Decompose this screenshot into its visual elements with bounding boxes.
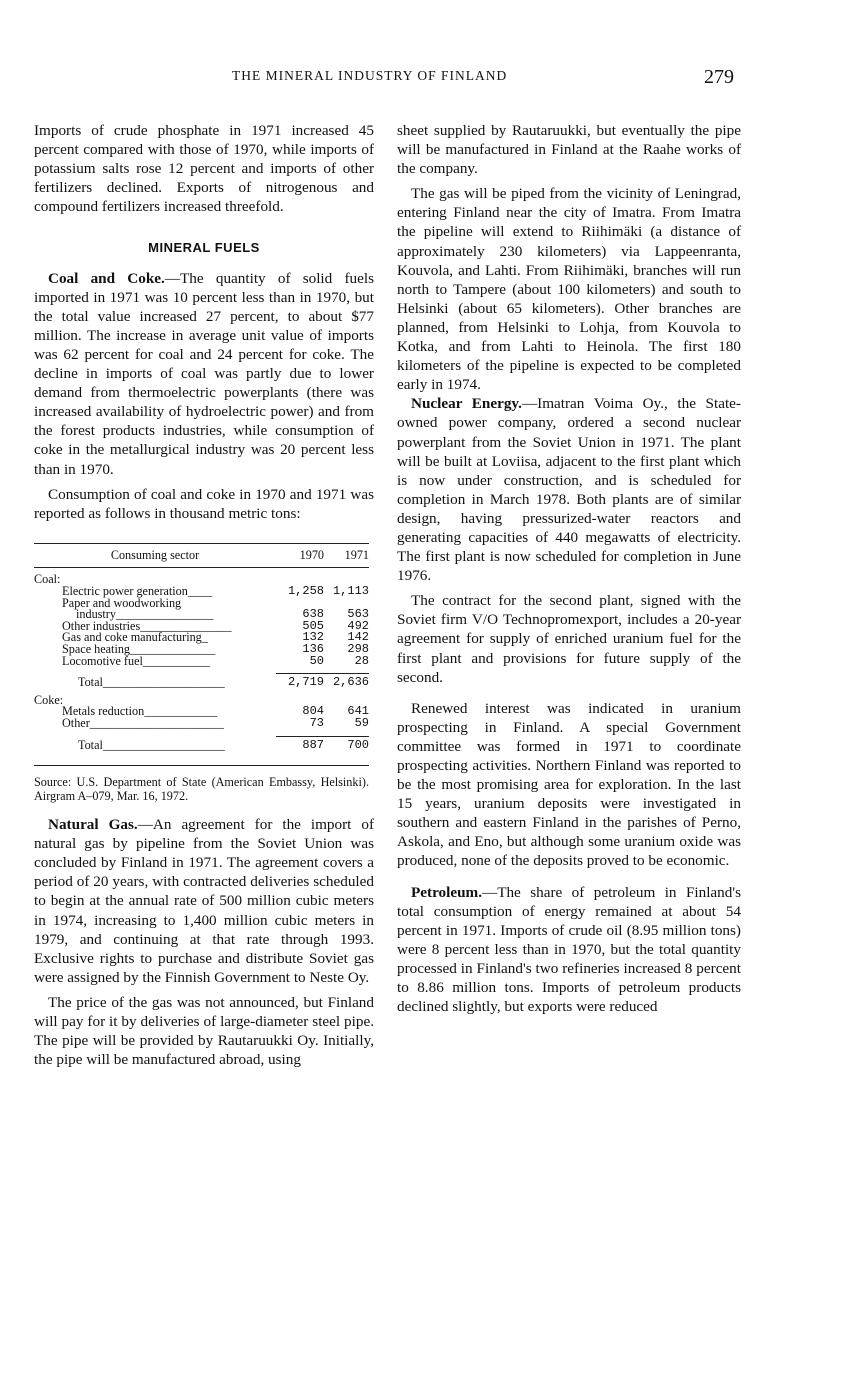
paragraph-pipe-continued: sheet supplied by Rautaruukki, but eventually the pipe will be manufactured in Finland at the Raahe works of the company. — [397, 122, 741, 178]
section-heading: MINERAL FUELS — [148, 240, 260, 256]
page-number: 279 — [704, 66, 734, 88]
running-title: THE MINERAL INDUSTRY OF FINLAND — [232, 68, 508, 83]
table-row: Space heating______________ 136 298 — [62, 641, 369, 656]
table-row: Electric power generation____ 1,258 1,113 — [62, 583, 369, 598]
consumption-table — [34, 543, 374, 803]
table-row: Other______________________ 73 59 — [62, 715, 369, 730]
table-row: industry________________ 638 563 — [76, 607, 369, 622]
right-column — [397, 121, 741, 1016]
coke-total-row: Total____________________ 887 700 — [78, 737, 369, 752]
header-1971: 1971 — [324, 543, 369, 568]
header-1970: 1970 — [276, 543, 324, 568]
coal-label: Coal: — [34, 572, 61, 587]
paragraph-natural-gas — [34, 815, 374, 987]
header-sector: Consuming sector — [34, 543, 276, 568]
table-row: Locomotive fuel___________ 50 28 — [62, 653, 369, 668]
paragraph-coal-coke — [34, 269, 374, 479]
nuclear-lead: Nuclear Energy. — [411, 395, 522, 413]
nuclear-text: —Imatran Voima Oy., the State-owned power company, ordered a second nuclear powerplant from the Soviet Union in 1971. The plant will be built at Loviisa, adjacent to the first plant which is now under construction, and is scheduled for completion in March 1978. Both plants are of similar design, having pressurized-water reactors and generating capacities of 440 megawatts of electricity. The first plant is now scheduled for completion in June 1976. — [397, 395, 741, 585]
natural-gas-text: —An agreement for the import of natural gas by pipeline from the Soviet Union was concluded by Finland in 1971. The agreement covers a period of 20 years, with contracted deliveries scheduled to begin at the annual rate of 500 million cubic meters in 1974, increasing to 1,400 million cubic meters in 1979, and continuing at that rate through 1993. Exclusive rights to purchase and distribute Soviet gas were assigned by the Finnish Government to Neste Oy. — [34, 816, 375, 986]
coal-total-row: Total____________________ 2,719 2,636 — [78, 675, 369, 690]
table-row: Gas and coke manufacturing_ 132 142 — [62, 630, 369, 645]
paragraph-gas-price: The price of the gas was not announced, but Finland will pay for it by deliveries of large-diameter steel pipe. The pipe will be provided by Rautaruukki Oy. Initially, the pipe will be manufactured abroad, using — [34, 993, 374, 1069]
paragraph-gas-route: The gas will be piped from the vicinity of Leningrad, entering Finland near the city of Imatra. From Imatra the pipeline will extend to Riihimäki (a distance of approximately 230 kilometers) via Lappeenranta, Kouvola, and Lahti. From Riihimäki, branches will run north to Tampere (about 100 kilometers) and south to Helsinki (about 65 kilometers). Other branches are planned, from Helsinki to Lohja, from Kouvola to Kotka, and from Lahti to Heinola. The first 180 kilometers of the pipeline is expected to be completed early in 1974. — [397, 185, 741, 394]
coal-coke-text: —The quantity of solid fuels imported in 1971 was 10 percent less than in 1970, but the total value increased 27 percent, to about $77 million. The increase in average unit value of imports was 62 percent for coal and 24 percent for coke. The decline in imports of coal was partly due to lower demand from thermoelectric powerplants (there was increased availability of hydroelectric power) and from the forest products industries, while consumption of coke in the metallurgical industry was 20 percent less than in 1970. — [34, 269, 374, 478]
table-source-note: Source: U.S. Department of State (American Embassy, Helsinki). Airgram A–079, Mar. 16, 1972. — [34, 765, 369, 803]
table-row: Paper and woodworking — [62, 595, 182, 610]
natural-gas-lead: Natural Gas. — [48, 816, 138, 834]
petroleum-lead: Petroleum. — [411, 883, 482, 901]
paragraph-nuclear — [397, 394, 741, 585]
left-column — [34, 121, 374, 1069]
paragraph-petroleum — [397, 883, 741, 1017]
coal-coke-lead: Coal and Coke. — [48, 269, 165, 287]
paragraph-fertilizers: Imports of crude phosphate in 1971 increased 45 percent compared with those of 1970, while imports of potassium salts rose 12 percent and imports of other fertilizers declined. Exports of nitrogenous and compound fertilizers increased threefold. — [34, 122, 374, 216]
petroleum-text: —The share of petroleum in Finland's total consumption of energy remained at about 54 percent in 1971. Imports of crude oil (8.95 million tons) were 8 percent less than in 1970, but the total quantity processed in Finland's two refineries increased 8 percent to 8.86 million tons. Imports of petroleum products declined slightly, but exports were reduced — [397, 883, 741, 1016]
paragraph-consumption-intro: Consumption of coal and coke in 1970 and 1971 was reported as follows in thousand metric tons: — [34, 485, 374, 522]
table-row: Other industries_______________ 505 492 — [62, 618, 369, 633]
coke-label: Coke: — [34, 692, 64, 707]
table-row: Metals reduction____________ 804 641 — [62, 704, 369, 719]
paragraph-contract: The contract for the second plant, signed with the Soviet firm V/O Technopromexport, includes a 20-year agreement for supply of enriched uranium fuel for the first plant and provisions for future supply of the second. — [397, 592, 741, 686]
paragraph-uranium: Renewed interest was indicated in uranium prospecting in Finland. A special Government committee was formed in 1971 to coordinate prospecting activities. Northern Finland was reported to be the most promising area for exploration. In the last 15 years, uranium deposits were investigated in southern and eastern Finland in the parishes of Perno, Askola, and Eno, but although some uranium oxide was produced, none of the deposits proved to be economic. — [397, 699, 741, 870]
